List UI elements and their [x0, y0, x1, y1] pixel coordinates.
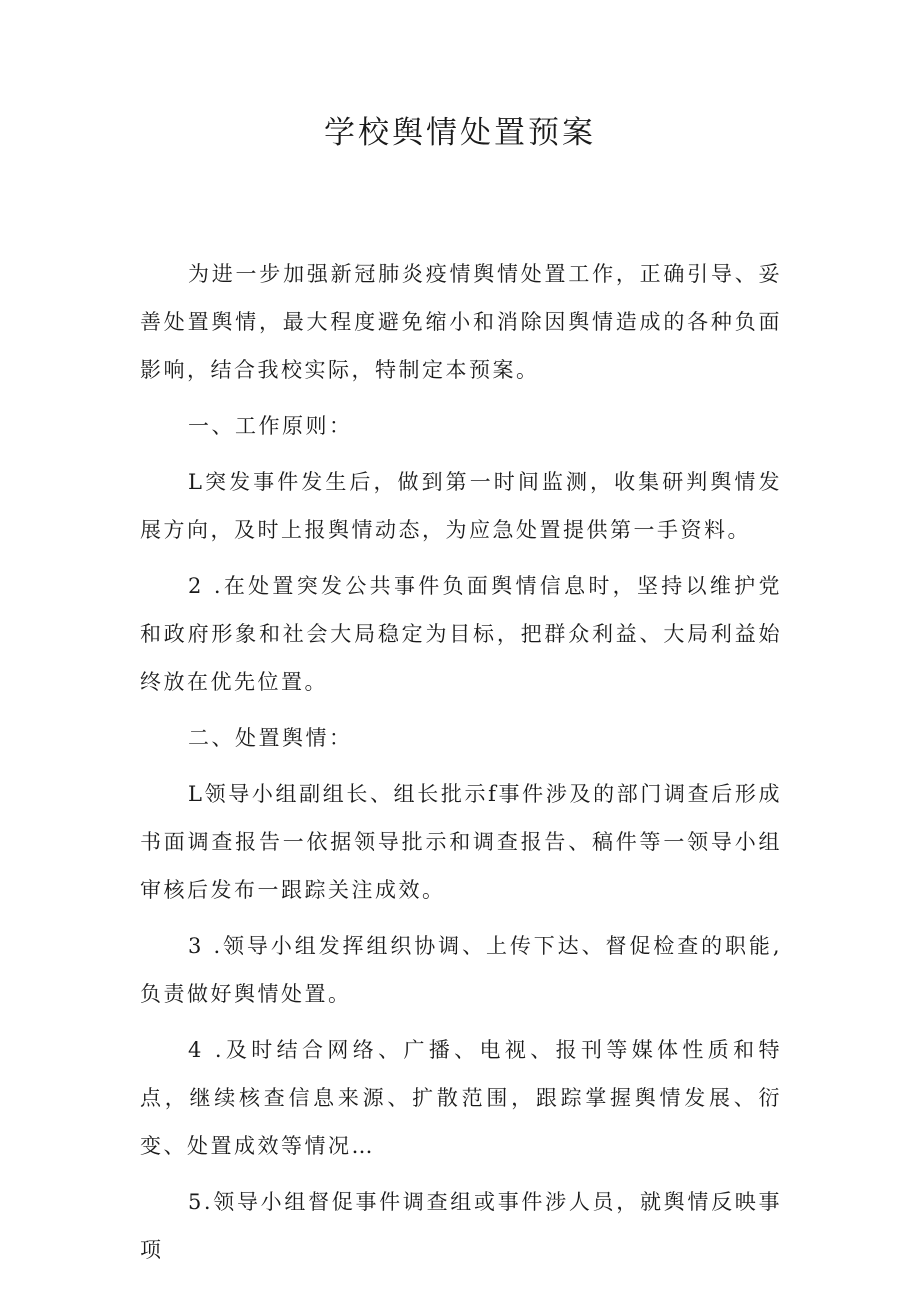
- handling-item-4: 4 .及时结合网络、广播、电视、报刊等媒体性质和特点，继续核查信息来源、扩散范围，跟踪掌握舆情发展、衍变、处置成效等情况…: [140, 1038, 782, 1158]
- principle-item-1: L突发事件发生后，做到第一时间监测，收集研判舆情发展方向，及时上报舆情动态，为应急处置提供第一手资料。: [140, 470, 782, 542]
- section-heading-principles: 一、工作原则：: [188, 414, 353, 438]
- document-body: [140, 250, 782, 1282]
- intro-paragraph: 为进一步加强新冠肺炎疫情舆情处置工作，正确引导、妥善处置舆情，最大程度避免缩小和消除因舆情造成的各种负面影响，结合我校实际，特制定本预案。: [140, 262, 782, 382]
- handling-item-1: L领导小组副组长、组长批示f事件涉及的部门调查后形成书面调查报告一依据领导批示和调查报告、稿件等一领导小组审核后发布一跟踪关注成效。: [140, 782, 782, 902]
- principle-item-2: 2 .在处置突发公共事件负面舆情信息时，坚持以维护党和政府形象和社会大局稳定为目标，把群众利益、大局利益始终放在优先位置。: [140, 574, 782, 694]
- document-title: 学校舆情处置预案: [324, 115, 596, 151]
- handling-item-5: 5.领导小组督促事件调查组或事件涉人员，就舆情反映事项: [140, 1190, 782, 1262]
- handling-item-3: 3 .领导小组发挥组织协调、上传下达、督促检查的职能,负责做好舆情处置。: [140, 934, 782, 1006]
- section-heading-handling: 二、处置舆情：: [188, 726, 353, 750]
